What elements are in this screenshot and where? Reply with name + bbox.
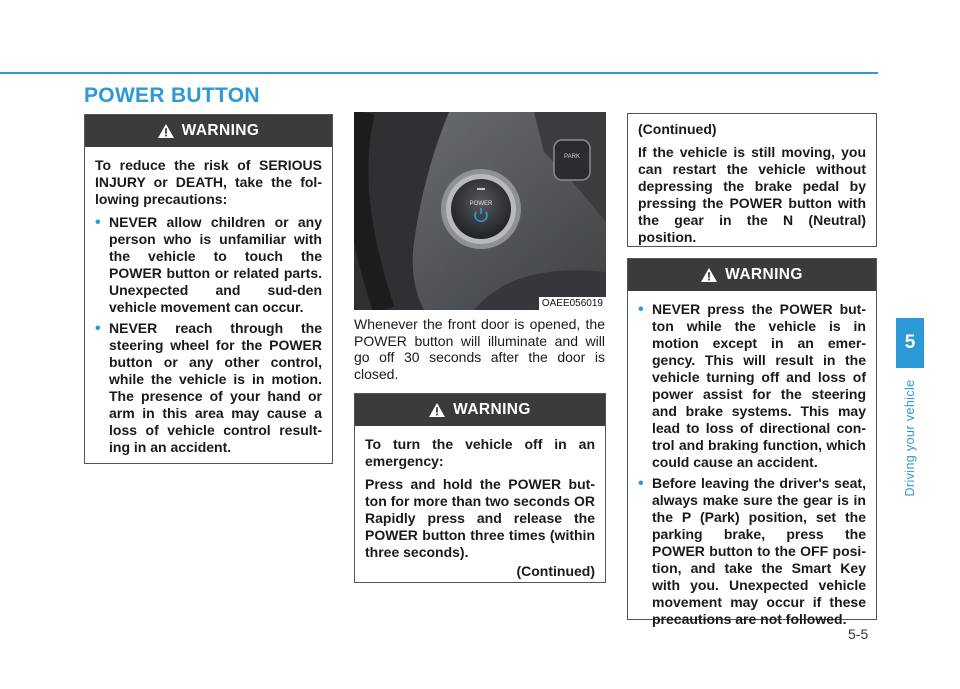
power-button-label: POWER	[469, 201, 493, 207]
warning-triangle-icon	[429, 403, 445, 417]
warning-list	[95, 214, 322, 456]
warning-heading: WARNING	[725, 266, 803, 283]
continued-label: (Continued)	[516, 563, 595, 579]
warning-list-item: • Before leaving the driver's seat, always make sure the gear is in the P (Park) position, set the parking brake, press the POWER button to the OFF posi-tion, and take the Smart Key with you. Unexpected vehicle movement may occur if these precautions are not followed.	[638, 475, 866, 628]
continued-text: If the vehicle is still moving, you can restart the vehicle without depressing the brake pedal by pressing the POWER button with the gear in the N (Neutral) position.	[638, 144, 866, 245]
chapter-label: Driving your vehicle	[903, 379, 917, 497]
warning-triangle-icon	[158, 124, 174, 138]
power-button-photo	[354, 112, 606, 310]
warning-list-item: • NEVER allow children or any person who is unfamiliar with the vehicle to touch the POWER button or related parts. Unexpected and sud-den vehicle movement can occur.	[95, 214, 322, 316]
warning-list	[638, 301, 866, 628]
warning-list-item: • NEVER press the POWER but-ton while the vehicle is in motion except in an emer-gency. This will result in the vehicle turning off and loss of power assist for the steering and brake systems. This may lead to loss of directional con-trol and braking function, which could cause an accident.	[638, 301, 866, 471]
warning-box-right	[627, 258, 877, 627]
park-assist-label: PARK	[564, 154, 580, 160]
warning-line: Press and hold the POWER but-ton for more than two seconds OR Rapidly press and release the POWER button three times (within three seconds).	[365, 476, 595, 560]
warning-line: To turn the vehicle off in an emergency:	[365, 436, 595, 469]
warning-list-item: • NEVER reach through the steering wheel for the POWER button or any other control, while the vehicle is in motion. The presence of your hand or arm in this area may cause a loss of vehicle control result-ing in an accident.	[95, 320, 322, 456]
section-title: POWER BUTTON	[84, 84, 260, 107]
warning-body	[85, 147, 332, 468]
warning-header	[628, 259, 876, 291]
warning-triangle-icon	[701, 268, 717, 282]
power-button-illustration	[354, 112, 606, 310]
warning-body	[355, 426, 605, 594]
figure-caption: OAEE056019	[539, 297, 606, 310]
page-number: 5-5	[848, 626, 869, 642]
warning-heading: WARNING	[181, 122, 260, 139]
continued-body	[628, 114, 876, 260]
chapter-tab: 5	[896, 318, 924, 368]
continued-heading: (Continued)	[638, 121, 717, 137]
warning-intro: To reduce the risk of SERIOUS INJURY or DEATH, take the fol-lowing precautions:	[95, 157, 322, 207]
warning-body	[628, 291, 876, 640]
warning-header	[355, 394, 605, 426]
top-rule	[0, 72, 878, 74]
warning-box-left	[84, 114, 333, 464]
warning-heading: WARNING	[453, 401, 531, 418]
continued-box	[627, 113, 877, 247]
warning-header	[85, 115, 332, 147]
warning-box-middle	[354, 393, 606, 583]
body-paragraph: Whenever the front door is opened, the POWER button will illuminate and will go off 30 seconds after the door is closed.	[354, 316, 605, 382]
